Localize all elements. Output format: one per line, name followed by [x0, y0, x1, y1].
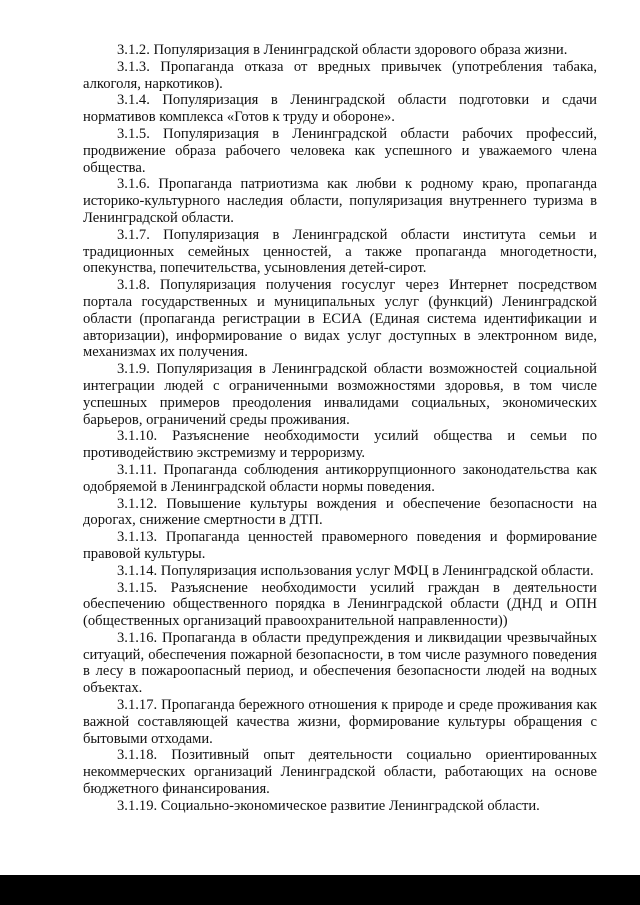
item-3-1-9: 3.1.9. Популяризация в Ленинградской области возможностей социальной интеграции людей с ограниченными возможностями здоровья, в том числе успешных примеров преодоления инвалидами социальных, экономических барьеров, ограничений среды проживания.: [83, 361, 597, 428]
item-3-1-12: 3.1.12. Повышение культуры вождения и обеспечение безопасности на дорогах, снижение смертности в ДТП.: [83, 495, 597, 529]
item-3-1-10: 3.1.10. Разъяснение необходимости усилий общества и семьи по противодействию экстремизму и терроризму.: [83, 428, 597, 462]
item-3-1-3: 3.1.3. Пропаганда отказа от вредных привычек (употребления табака, алкоголя, наркотиков).: [83, 58, 597, 92]
item-3-1-17: 3.1.17. Пропаганда бережного отношения к природе и среде проживания как важной составляющей качества жизни, формирование культуры обращения с бытовыми отходами.: [83, 697, 597, 747]
item-3-1-6: 3.1.6. Пропаганда патриотизма как любви к родному краю, пропаганда историко-культурного наследия области, популяризация внутреннего туризма в Ленинградской области.: [83, 176, 597, 226]
item-3-1-7: 3.1.7. Популяризация в Ленинградской области института семьи и традиционных семейных ценностей, а также пропаганда многодетности, опекунства, попечительства, усыновления детей-сирот.: [83, 226, 597, 277]
item-3-1-16: 3.1.16. Пропаганда в области предупреждения и ликвидации чрезвычайных ситуаций, обеспечения пожарной безопасности, в том числе разумного поведения в лесу в пожароопасный период, и обеспечения безопасности людей на водных объектах.: [83, 629, 597, 697]
item-3-1-18: 3.1.18. Позитивный опыт деятельности социально ориентированных некоммерческих организаций Ленинградской области, работающих на основе бюджетного финансирования.: [83, 747, 597, 798]
item-3-1-19: 3.1.19. Социально-экономическое развитие Ленинградской области.: [117, 797, 540, 814]
item-3-1-2: 3.1.2. Популяризация в Ленинградской области здорового образа жизни.: [117, 42, 568, 58]
scan-bottom-border: [0, 875, 640, 905]
document-page: [83, 42, 597, 815]
item-3-1-8: 3.1.8. Популяризация получения госуслуг через Интернет посредством портала государственных и муниципальных услуг (функций) Ленинградской области (пропаганда регистрации в ЕСИА (Единая система идентификации и авторизации), информирование о видах услуг доступных в электронном виде, механизмах их получения.: [83, 277, 597, 361]
item-3-1-5: 3.1.5. Популяризация в Ленинградской области рабочих профессий, продвижение образа рабочего человека как успешного и уважаемого члена общества.: [83, 125, 597, 176]
item-3-1-15: 3.1.15. Разъяснение необходимости усилий граждан в деятельности обеспечению общественного порядка в Ленинградской области (ДНД и ОПН (общественных организаций правоохранительной направленности)): [83, 579, 597, 630]
item-3-1-14: 3.1.14. Популяризация использования услуг МФЦ в Ленинградской области.: [117, 562, 594, 579]
item-3-1-4: 3.1.4. Популяризация в Ленинградской области подготовки и сдачи нормативов комплекса «Готов к труду и обороне».: [83, 92, 597, 126]
item-3-1-13: 3.1.13. Пропаганда ценностей правомерного поведения и формирование правовой культуры.: [83, 529, 597, 562]
item-3-1-11: 3.1.11. Пропаганда соблюдения антикоррупционного законодательства как одобряемой в Ленинградской области нормы поведения.: [83, 461, 597, 495]
